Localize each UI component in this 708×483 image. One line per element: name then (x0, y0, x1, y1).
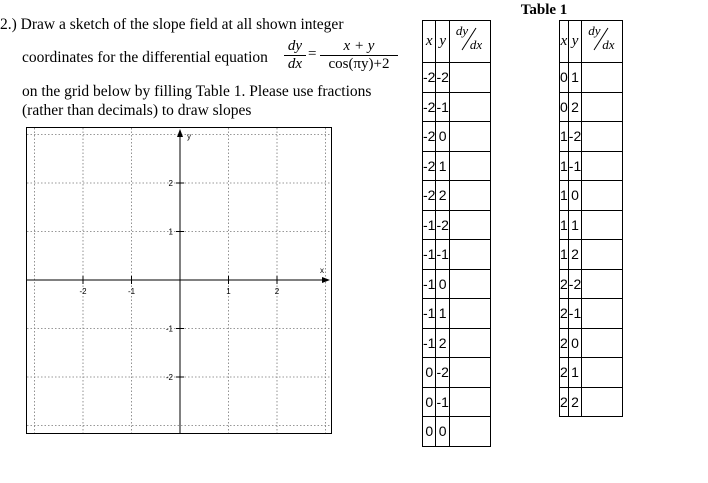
table-left (422, 20, 491, 447)
table-row (560, 387, 623, 417)
cell-slope-input[interactable] (582, 181, 623, 211)
table-row (423, 269, 491, 299)
cell-slope-input[interactable] (449, 181, 490, 211)
cell-slope-input[interactable] (449, 210, 490, 240)
x-tick-label: 1 (226, 287, 231, 296)
table-row (423, 328, 491, 358)
y-tick-label: -1 (165, 324, 173, 334)
cell-y: 2 (568, 387, 581, 417)
cell-slope-input[interactable] (449, 269, 490, 299)
x-tick-label: -1 (127, 287, 136, 296)
cell-slope-input[interactable] (449, 63, 490, 93)
cell-y: 1 (436, 151, 449, 181)
y-axis-arrow-icon (177, 129, 183, 137)
cell-y: -1 (436, 92, 449, 122)
problem-line-4: (rather than decimals) to draw slopes (22, 102, 252, 119)
cell-slope-input[interactable] (449, 122, 490, 152)
x-axis-arrow-icon (322, 277, 330, 283)
cell-y: 2 (436, 181, 449, 211)
problem-line-3: on the grid below by filling Table 1. Please use fractions (22, 83, 372, 100)
cell-x: 2 (560, 299, 569, 329)
cell-slope-input[interactable] (449, 240, 490, 270)
cell-y: -1 (436, 240, 449, 270)
cell-y: -1 (568, 299, 581, 329)
cell-y: 0 (436, 417, 449, 447)
cell-y: -2 (436, 63, 449, 93)
table-row (560, 151, 623, 181)
y-axis-label: y (187, 132, 191, 141)
table-row (423, 240, 491, 270)
table-title: Table 1 (520, 2, 568, 18)
cell-x: -1 (423, 328, 436, 358)
y-tick-label: -2 (165, 373, 173, 382)
x-tick-label: 2 (274, 287, 280, 296)
table-row (423, 210, 491, 240)
table-row (423, 417, 491, 447)
table-row (560, 63, 623, 93)
cell-y: 0 (568, 328, 581, 358)
cell-x: 2 (560, 328, 569, 358)
y-tick-label: 2 (168, 179, 173, 188)
cell-slope-input[interactable] (582, 240, 623, 270)
equation-equals: = (308, 46, 317, 62)
cell-x: -2 (423, 122, 436, 152)
cell-x: 1 (560, 210, 569, 240)
header-y: y (436, 21, 449, 63)
cell-slope-input[interactable] (582, 63, 623, 93)
table-row (423, 387, 491, 417)
cell-y: 0 (436, 122, 449, 152)
cell-y: 0 (568, 181, 581, 211)
cell-x: 2 (560, 387, 569, 417)
equation-lhs-fraction (284, 38, 306, 73)
cell-y: 1 (568, 358, 581, 388)
cell-y: -2 (568, 122, 581, 152)
cell-slope-input[interactable] (449, 92, 490, 122)
header-x: x (560, 21, 569, 63)
table-row (560, 92, 623, 122)
equation-rhs-fraction (320, 38, 398, 73)
cell-x: -1 (423, 240, 436, 270)
cell-x: 1 (560, 240, 569, 270)
cell-y: -2 (568, 269, 581, 299)
table-row (560, 181, 623, 211)
cell-x: 2 (560, 358, 569, 388)
cell-x: 0 (423, 358, 436, 388)
coordinate-grid[interactable] (26, 127, 332, 434)
cell-y: -2 (436, 210, 449, 240)
cell-y: 2 (436, 328, 449, 358)
cell-x: 1 (560, 151, 569, 181)
cell-y: -1 (436, 387, 449, 417)
x-axis-label: x (320, 266, 324, 275)
cell-slope-input[interactable] (582, 387, 623, 417)
cell-x: -2 (423, 181, 436, 211)
table-row (423, 122, 491, 152)
table-row (560, 358, 623, 388)
cell-y: 1 (436, 299, 449, 329)
problem-line-1: 2.) Draw a sketch of the slope field at all shown integer (0, 16, 344, 33)
cell-slope-input[interactable] (582, 92, 623, 122)
cell-x: -1 (423, 269, 436, 299)
table-row (423, 181, 491, 211)
cell-x: 0 (560, 63, 569, 93)
cell-x: 1 (560, 181, 569, 211)
cell-slope-input[interactable] (449, 299, 490, 329)
cell-x: 1 (560, 122, 569, 152)
cell-x: -2 (423, 92, 436, 122)
header-dydx: dy dx (449, 21, 490, 63)
cell-y: -1 (568, 151, 581, 181)
cell-slope-input[interactable] (582, 358, 623, 388)
cell-x: -2 (423, 151, 436, 181)
table-row (423, 151, 491, 181)
table-row (423, 63, 491, 93)
cell-y: 2 (568, 240, 581, 270)
cell-y: 2 (568, 92, 581, 122)
table-row (560, 210, 623, 240)
cell-x: 0 (423, 387, 436, 417)
table-row (560, 240, 623, 270)
cell-x: -2 (423, 63, 436, 93)
table-row (560, 269, 623, 299)
cell-slope-input[interactable] (449, 387, 490, 417)
cell-slope-input[interactable] (582, 328, 623, 358)
header-y: y (568, 21, 581, 63)
table-row (560, 122, 623, 152)
table-row (423, 92, 491, 122)
cell-y: 0 (436, 269, 449, 299)
cell-slope-input[interactable] (582, 269, 623, 299)
equation-rhs-denominator: cos(πy)+2 (328, 56, 390, 72)
header-x: x (423, 21, 436, 63)
cell-slope-input[interactable] (582, 122, 623, 152)
cell-slope-input[interactable] (449, 417, 490, 447)
cell-x: -1 (423, 210, 436, 240)
equation-lhs-denominator: dx (287, 56, 303, 72)
cell-x: -1 (423, 299, 436, 329)
cell-y: 1 (568, 210, 581, 240)
cell-slope-input[interactable] (449, 328, 490, 358)
x-tick-label: -2 (79, 287, 87, 296)
cell-x: 0 (560, 92, 569, 122)
coordinate-grid-svg (26, 127, 332, 434)
cell-y: 1 (568, 63, 581, 93)
table-row (560, 328, 623, 358)
table-row (423, 358, 491, 388)
y-tick-label: 1 (168, 227, 173, 237)
equation-rhs-numerator: x + y (343, 38, 375, 54)
cell-slope-input[interactable] (582, 299, 623, 329)
table-right (559, 20, 623, 417)
cell-x: 2 (560, 269, 569, 299)
table-row (423, 299, 491, 329)
cell-slope-input[interactable] (449, 358, 490, 388)
equation-lhs-numerator: dy (287, 38, 303, 54)
problem-line-2: coordinates for the differential equation (22, 49, 268, 66)
cell-slope-input[interactable] (449, 151, 490, 181)
cell-x: 0 (423, 417, 436, 447)
cell-slope-input[interactable] (582, 151, 623, 181)
header-dydx: dy dx (582, 21, 623, 63)
cell-slope-input[interactable] (582, 210, 623, 240)
table-row (560, 299, 623, 329)
cell-y: -2 (436, 358, 449, 388)
